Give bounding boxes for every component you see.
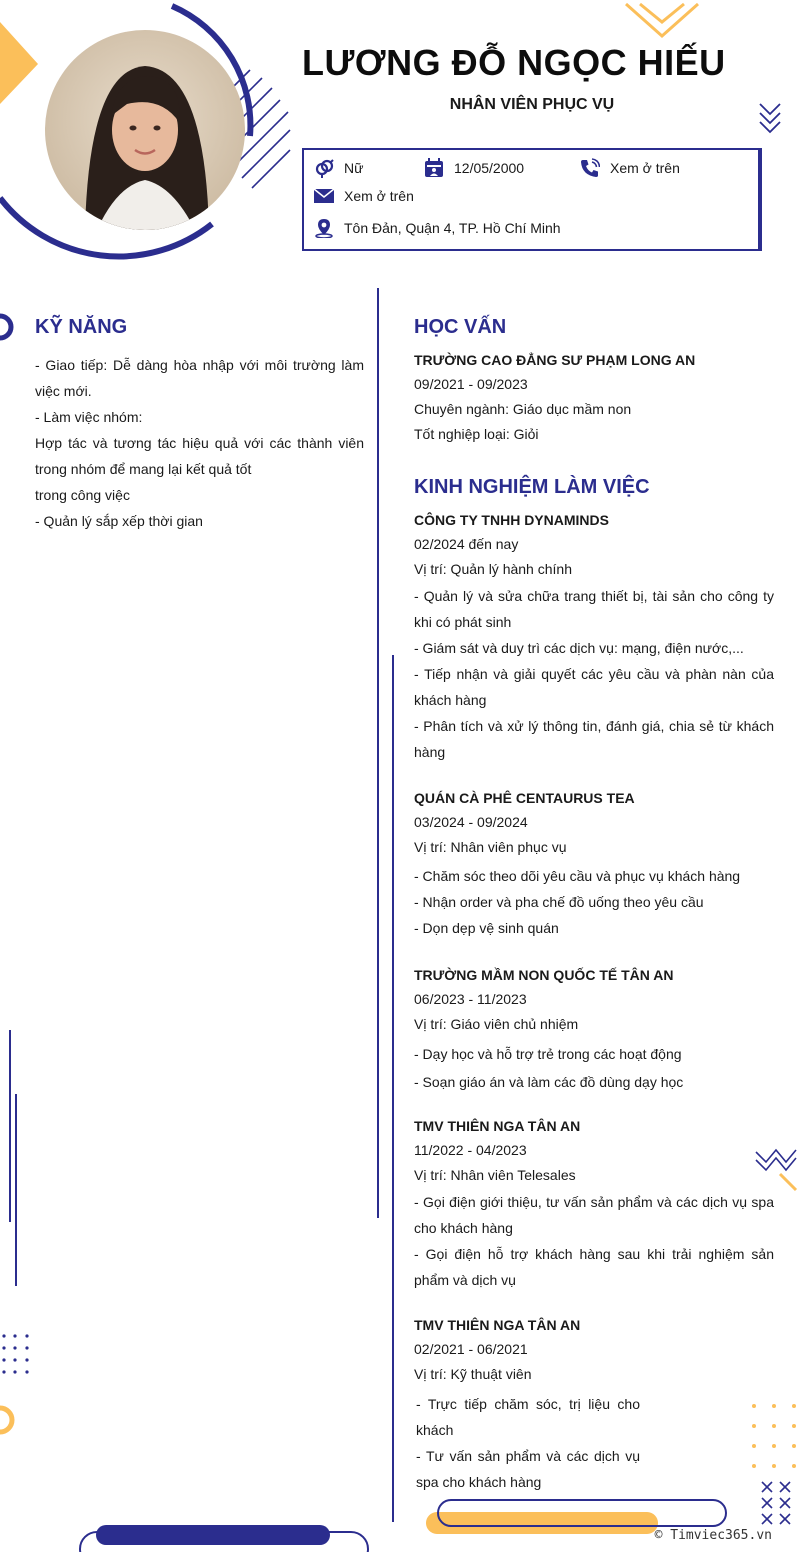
job-duty: - Giám sát và duy trì các dịch vụ: mạng, điện nước,... [414, 640, 744, 656]
school-name: TRƯỜNG CAO ĐẲNG SƯ PHẠM LONG AN [414, 352, 696, 368]
job-period: 06/2023 - 11/2023 [414, 991, 527, 1007]
experience-item [414, 1313, 774, 1495]
job-position: Vị trí: Kỹ thuật viên [414, 1366, 532, 1382]
experience-item [414, 1114, 774, 1293]
education-grade: Tốt nghiệp loại: Giỏi [414, 426, 539, 442]
education-period: 09/2021 - 09/2023 [414, 376, 528, 392]
address-value: Tôn Đản, Quận 4, TP. Hồ Chí Minh [344, 220, 561, 236]
job-duty: - Quản lý và sửa chữa trang thiết bị, tài sản cho công ty khi có phát sinh [414, 588, 774, 630]
job-duty: - Phân tích và xử lý thông tin, đánh giá, chia sẻ từ khách hàng [414, 718, 774, 760]
job-duty: - Nhận order và pha chế đồ uống theo yêu cầu [414, 894, 704, 910]
skills-title: KỸ NĂNG [35, 316, 128, 338]
education-title: HỌC VẤN [414, 316, 507, 338]
job-duty: - Tiếp nhận và giải quyết các yêu cầu và phàn nàn của khách hàng [414, 666, 774, 708]
job-duty: - Gọi điện hỗ trợ khách hàng sau khi trải nghiệm sản phẩm và dịch vụ [414, 1246, 774, 1288]
candidate-name: LƯƠNG ĐỖ NGỌC HIẾU [302, 42, 726, 83]
skill-item: Hợp tác và tương tác hiệu quả với các thành viên trong nhóm để mang lại kết quả tốt [35, 435, 364, 477]
phone-icon [580, 158, 600, 178]
job-duty: - Soạn giáo án và làm các đồ dùng dạy học [414, 1074, 684, 1090]
job-period: 11/2022 - 04/2023 [414, 1142, 527, 1158]
job-duty: - Dọn dẹp vệ sinh quán [414, 920, 559, 936]
job-period: 02/2021 - 06/2021 [414, 1341, 528, 1357]
calendar-icon [424, 158, 444, 178]
email-value: Xem ở trên [344, 188, 414, 204]
email-icon [314, 188, 334, 204]
job-position: Vị trí: Quản lý hành chính [414, 561, 572, 577]
phone-value: Xem ở trên [610, 160, 680, 176]
skills-list [35, 352, 364, 534]
experience-item [414, 786, 774, 941]
job-period: 03/2024 - 09/2024 [414, 814, 528, 830]
job-period: 02/2024 đến nay [414, 536, 519, 552]
gender-icon [314, 158, 334, 178]
contact-phone [580, 158, 680, 178]
company-name: CÔNG TY TNHH DYNAMINDS [414, 512, 609, 528]
job-position: Vị trí: Nhân viên phục vụ [414, 839, 567, 855]
job-title: NHÂN VIÊN PHỤC VỤ [449, 96, 615, 113]
experience-item [414, 963, 774, 1096]
experience-title: KINH NGHIỆM LÀM VIỆC [414, 476, 650, 498]
contact-box [302, 148, 762, 251]
gender-value: Nữ [344, 160, 364, 176]
job-position: Vị trí: Giáo viên chủ nhiệm [414, 1016, 579, 1032]
experience-item [414, 508, 774, 765]
birthday-value: 12/05/2000 [454, 160, 525, 176]
watermark: © Timviec365.vn [654, 1528, 772, 1543]
job-duty: - Tư vấn sản phẩm và các dịch vụ spa cho khách hàng [416, 1448, 640, 1490]
skill-item: trong công việc [35, 487, 130, 503]
contact-birthday [424, 158, 524, 178]
contact-gender [314, 158, 363, 178]
skill-item: - Quản lý sắp xếp thời gian [35, 513, 203, 529]
contact-email [314, 188, 414, 204]
job-duty: - Gọi điện giới thiệu, tư vấn sản phẩm và các dịch vụ spa cho khách hàng [414, 1194, 774, 1236]
company-name: TMV THIÊN NGA TÂN AN [414, 1317, 581, 1333]
company-name: TMV THIÊN NGA TÂN AN [414, 1118, 581, 1134]
job-duty: - Dạy học và hỗ trợ trẻ trong các hoạt động [414, 1046, 682, 1062]
company-name: TRƯỜNG MẦM NON QUỐC TẾ TÂN AN [414, 967, 674, 983]
skill-item: - Giao tiếp: Dễ dàng hòa nhập với môi trường làm việc mới. [35, 357, 364, 399]
education-major: Chuyên ngành: Giáo dục mầm non [414, 401, 632, 417]
job-position: Vị trí: Nhân viên Telesales [414, 1167, 576, 1183]
company-name: QUÁN CÀ PHÊ CENTAURUS TEA [414, 790, 635, 806]
job-duty: - Trực tiếp chăm sóc, trị liệu cho khách [416, 1396, 640, 1438]
education-block [414, 348, 776, 447]
job-duty: - Chăm sóc theo dõi yêu cầu và phục vụ khách hàng [414, 868, 741, 884]
profile-photo [45, 30, 245, 230]
contact-address [314, 218, 561, 238]
location-icon [314, 218, 334, 238]
skill-item: - Làm việc nhóm: [35, 409, 143, 425]
